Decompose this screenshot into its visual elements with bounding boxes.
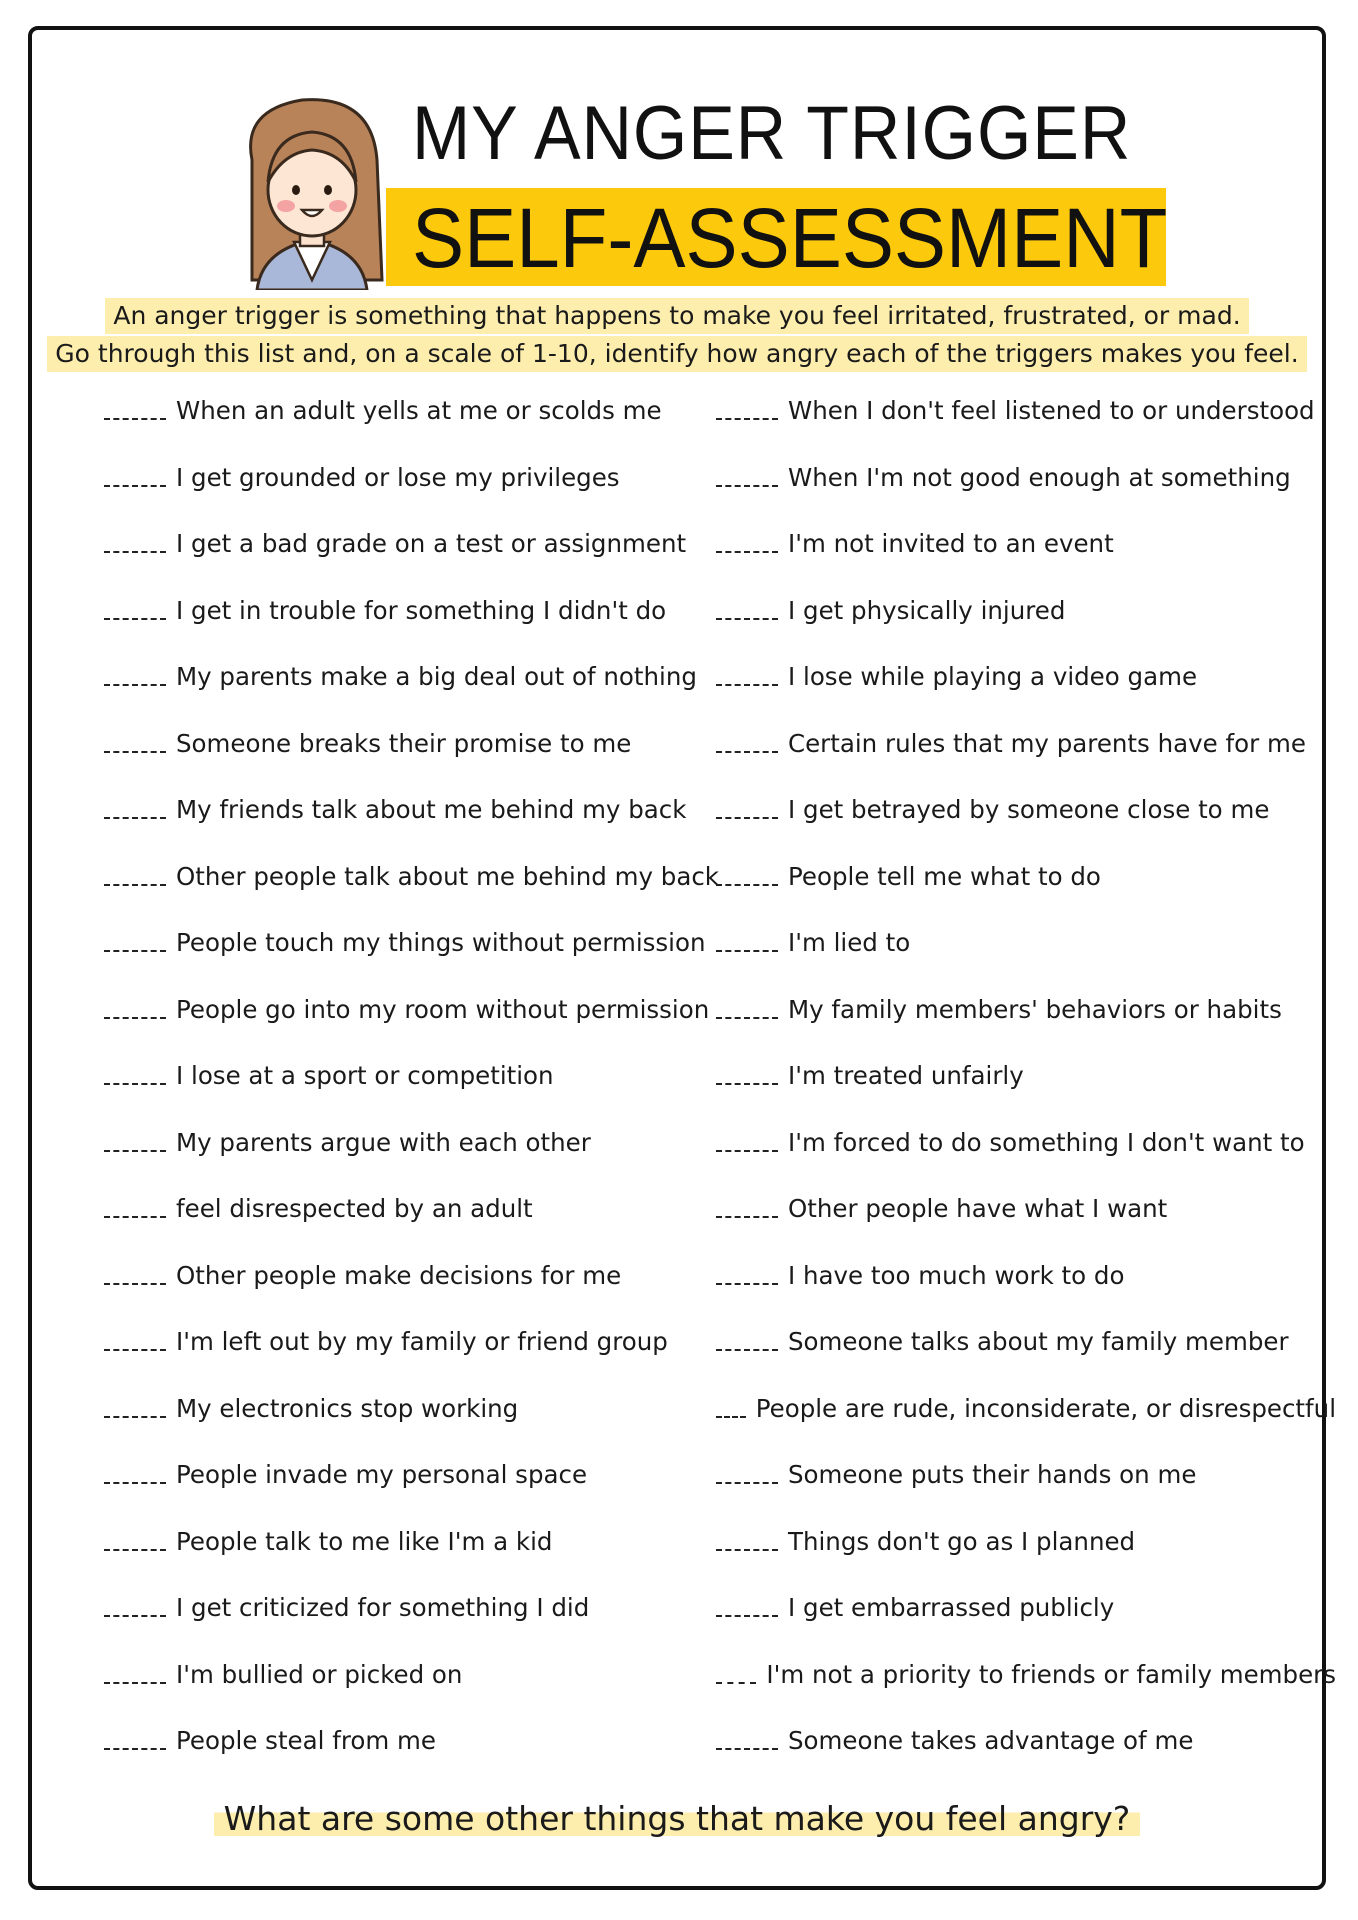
trigger-item bbox=[716, 862, 1336, 929]
trigger-label: When I don't feel listened to or understood bbox=[788, 396, 1315, 425]
trigger-label: I get physically injured bbox=[788, 595, 1066, 625]
rating-blank[interactable] bbox=[104, 995, 166, 1019]
trigger-label: People tell me what to do bbox=[788, 861, 1101, 891]
rating-blank[interactable] bbox=[716, 463, 778, 487]
trigger-label: I lose while playing a video game bbox=[788, 662, 1198, 691]
intro-line-2: Go through this list and, on a scale of 1-10, identify how angry each of the triggers makes you feel. bbox=[47, 336, 1306, 372]
rating-blank[interactable] bbox=[716, 662, 778, 686]
trigger-item bbox=[716, 795, 1336, 862]
rating-blank[interactable] bbox=[104, 596, 166, 620]
rating-blank[interactable] bbox=[716, 729, 778, 753]
rating-blank[interactable] bbox=[716, 1527, 778, 1551]
trigger-item bbox=[104, 1194, 724, 1261]
trigger-label: Someone puts their hands on me bbox=[788, 1460, 1197, 1489]
trigger-item bbox=[716, 928, 1336, 995]
trigger-label: I lose at a sport or competition bbox=[176, 1061, 554, 1090]
trigger-label: People go into my room without permission bbox=[176, 994, 710, 1024]
trigger-item bbox=[716, 1261, 1336, 1328]
girl-avatar-icon bbox=[232, 90, 392, 290]
trigger-item bbox=[716, 1061, 1336, 1128]
trigger-label: I'm lied to bbox=[788, 928, 911, 957]
trigger-label: Certain rules that my parents have for me bbox=[788, 728, 1306, 758]
trigger-item bbox=[716, 1660, 1336, 1727]
trigger-label: My electronics stop working bbox=[176, 1393, 519, 1423]
intro bbox=[32, 298, 1322, 374]
title-line-1: MY ANGER TRIGGER bbox=[412, 91, 1132, 176]
trigger-label: People are rude, inconsiderate, or disrespectful bbox=[755, 1393, 1336, 1423]
trigger-label: My family members' behaviors or habits bbox=[788, 994, 1282, 1024]
trigger-item bbox=[716, 662, 1336, 729]
trigger-item bbox=[104, 662, 724, 729]
rating-blank[interactable] bbox=[716, 1194, 778, 1218]
rating-blank[interactable] bbox=[716, 1394, 746, 1418]
trigger-label: Other people have what I want bbox=[788, 1194, 1168, 1223]
trigger-label: I'm forced to do something I don't want to bbox=[788, 1127, 1305, 1157]
trigger-item bbox=[716, 396, 1336, 463]
trigger-item bbox=[104, 1460, 724, 1527]
rating-blank[interactable] bbox=[104, 1593, 166, 1617]
trigger-label: My friends talk about me behind my back bbox=[176, 795, 687, 824]
rating-blank[interactable] bbox=[104, 463, 166, 487]
trigger-label: I'm left out by my family or friend group bbox=[176, 1327, 668, 1356]
rating-blank[interactable] bbox=[716, 1660, 756, 1684]
trigger-item bbox=[104, 1593, 724, 1660]
trigger-item bbox=[104, 1527, 724, 1594]
rating-blank[interactable] bbox=[716, 1128, 778, 1152]
rating-blank[interactable] bbox=[716, 995, 778, 1019]
rating-blank[interactable] bbox=[104, 1194, 166, 1218]
trigger-item bbox=[104, 928, 724, 995]
rating-blank[interactable] bbox=[716, 795, 778, 819]
trigger-label: I'm bullied or picked on bbox=[176, 1659, 463, 1689]
rating-blank[interactable] bbox=[104, 862, 166, 886]
trigger-label: I get criticized for something I did bbox=[176, 1593, 590, 1622]
rating-blank[interactable] bbox=[716, 1460, 778, 1484]
trigger-label: Someone talks about my family member bbox=[788, 1327, 1289, 1356]
rating-blank[interactable] bbox=[716, 1261, 778, 1285]
trigger-item bbox=[104, 463, 724, 530]
trigger-item bbox=[104, 995, 724, 1062]
rating-blank[interactable] bbox=[104, 529, 166, 553]
rating-blank[interactable] bbox=[104, 662, 166, 686]
trigger-item bbox=[104, 1726, 724, 1793]
trigger-item bbox=[104, 1327, 724, 1394]
rating-blank[interactable] bbox=[104, 1726, 166, 1750]
trigger-item bbox=[104, 1128, 724, 1195]
trigger-list-right bbox=[716, 396, 1336, 1793]
trigger-list-left bbox=[104, 396, 724, 1793]
trigger-item bbox=[104, 729, 724, 796]
rating-blank[interactable] bbox=[104, 396, 166, 420]
trigger-label: Other people make decisions for me bbox=[176, 1260, 622, 1290]
trigger-label: People steal from me bbox=[176, 1726, 436, 1755]
trigger-item bbox=[716, 1726, 1336, 1793]
trigger-label: Someone takes advantage of me bbox=[788, 1726, 1194, 1755]
rating-blank[interactable] bbox=[716, 1327, 778, 1351]
rating-blank[interactable] bbox=[104, 1660, 166, 1684]
rating-blank[interactable] bbox=[104, 795, 166, 819]
rating-blank[interactable] bbox=[716, 529, 778, 553]
trigger-label: I get a bad grade on a test or assignment bbox=[176, 529, 687, 558]
trigger-item bbox=[716, 1128, 1336, 1195]
rating-blank[interactable] bbox=[104, 928, 166, 952]
trigger-label: I have too much work to do bbox=[788, 1260, 1125, 1290]
rating-blank[interactable] bbox=[716, 596, 778, 620]
rating-blank[interactable] bbox=[716, 1593, 778, 1617]
rating-blank[interactable] bbox=[716, 1726, 778, 1750]
rating-blank[interactable] bbox=[104, 1128, 166, 1152]
rating-blank[interactable] bbox=[104, 1061, 166, 1085]
trigger-item bbox=[104, 1061, 724, 1128]
rating-blank[interactable] bbox=[104, 1460, 166, 1484]
trigger-item bbox=[716, 729, 1336, 796]
rating-blank[interactable] bbox=[716, 862, 778, 886]
trigger-label: I get grounded or lose my privileges bbox=[176, 462, 620, 492]
page-frame bbox=[28, 26, 1336, 1890]
trigger-item bbox=[104, 1261, 724, 1328]
title-line-2: SELF-ASSESSMENT bbox=[412, 191, 1168, 285]
trigger-item bbox=[716, 1593, 1336, 1660]
trigger-item bbox=[716, 1527, 1336, 1594]
trigger-item bbox=[716, 463, 1336, 530]
trigger-label: I get embarrassed publicly bbox=[788, 1593, 1115, 1622]
trigger-label: People talk to me like I'm a kid bbox=[176, 1526, 553, 1556]
trigger-label: Things don't go as I planned bbox=[788, 1526, 1136, 1556]
trigger-label: I'm treated unfairly bbox=[788, 1061, 1024, 1090]
trigger-label: Other people talk about me behind my back bbox=[176, 861, 719, 891]
rating-blank[interactable] bbox=[104, 1261, 166, 1285]
footer bbox=[32, 1798, 1322, 1840]
rating-blank[interactable] bbox=[104, 1327, 166, 1351]
trigger-item bbox=[104, 396, 724, 463]
trigger-item bbox=[716, 1194, 1336, 1261]
rating-blank[interactable] bbox=[716, 396, 778, 420]
trigger-label: People touch my things without permission bbox=[176, 928, 706, 957]
trigger-item bbox=[104, 1660, 724, 1727]
trigger-label: feel disrespected by an adult bbox=[176, 1194, 533, 1223]
header bbox=[32, 90, 1322, 290]
rating-blank[interactable] bbox=[716, 1061, 778, 1085]
trigger-item bbox=[716, 529, 1336, 596]
trigger-label: I get in trouble for something I didn't do bbox=[176, 595, 667, 625]
trigger-label: When I'm not good enough at something bbox=[788, 462, 1291, 492]
trigger-label: I'm not invited to an event bbox=[788, 529, 1114, 558]
rating-blank[interactable] bbox=[104, 1394, 166, 1418]
trigger-item bbox=[716, 596, 1336, 663]
trigger-item bbox=[716, 995, 1336, 1062]
trigger-label: I get betrayed by someone close to me bbox=[788, 795, 1270, 824]
trigger-item bbox=[716, 1394, 1336, 1461]
rating-blank[interactable] bbox=[104, 729, 166, 753]
trigger-item bbox=[104, 529, 724, 596]
trigger-label: My parents make a big deal out of nothing bbox=[176, 662, 697, 691]
trigger-label: People invade my personal space bbox=[176, 1460, 588, 1489]
footer-question: What are some other things that make you feel angry? bbox=[214, 1798, 1141, 1840]
trigger-label: I'm not a priority to friends or family members bbox=[766, 1659, 1336, 1689]
trigger-label: When an adult yells at me or scolds me bbox=[176, 396, 662, 425]
trigger-item bbox=[716, 1460, 1336, 1527]
trigger-item bbox=[104, 1394, 724, 1461]
trigger-item bbox=[104, 596, 724, 663]
intro-line-1: An anger trigger is something that happens to make you feel irritated, frustrated, or mad. bbox=[105, 298, 1248, 334]
trigger-label: My parents argue with each other bbox=[176, 1127, 591, 1157]
trigger-item bbox=[716, 1327, 1336, 1394]
trigger-item bbox=[104, 795, 724, 862]
trigger-label: Someone breaks their promise to me bbox=[176, 728, 632, 758]
rating-blank[interactable] bbox=[716, 928, 778, 952]
trigger-item bbox=[104, 862, 724, 929]
rating-blank[interactable] bbox=[104, 1527, 166, 1551]
